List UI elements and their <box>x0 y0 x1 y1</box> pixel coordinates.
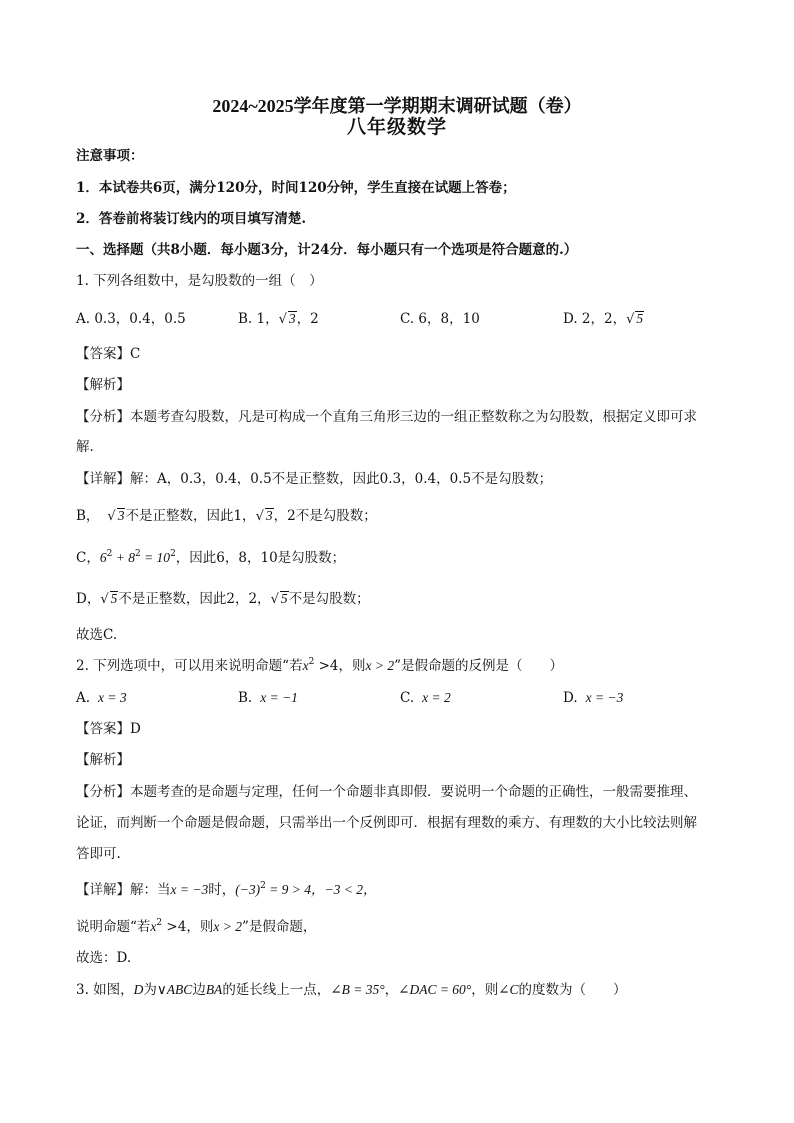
q2-explain-cond: x > 2 <box>213 919 242 934</box>
q2-stem-mid: >4，则 <box>314 658 366 674</box>
q1-option-d-pre: D. 2，2， <box>563 311 627 327</box>
q3-stem-triangle: ∨ABC <box>156 982 193 997</box>
q1-detail-d-mid: 不是正整数，因此2，2， <box>118 591 271 607</box>
q2-detail-pre: 【详解】解：当 <box>76 882 171 898</box>
q2-explain-post: ”是假命题， <box>241 919 317 935</box>
sqrt-icon: √ <box>100 592 109 607</box>
q2-option-c <box>400 689 451 707</box>
q2-option-a-value: x = 3 <box>98 690 127 705</box>
q1-detail-c-exp-a: 2 <box>106 549 113 559</box>
q1-detail-b-radicand-2: 3 <box>265 508 273 523</box>
q2-option-b-value: x = −1 <box>260 690 298 705</box>
q2-fenxi-line-3: 答即可. <box>76 846 121 862</box>
q1-detail-c-term-b: + 8 <box>112 550 135 565</box>
q2-explain-pre: 说明命题“若 <box>76 919 151 935</box>
q1-conclusion: 故选C. <box>76 627 118 643</box>
page-title: 2024~2025学年度第一学期期末调研试题（卷） <box>212 96 582 116</box>
q1-answer: 【答案】C <box>76 346 141 362</box>
q1-option-a: A. 0.3，0.4，0.5 <box>76 311 186 327</box>
q1-detail-d-radicand: 5 <box>110 591 118 606</box>
q2-explain-exp: 2 <box>156 918 163 928</box>
q3-stem-d-connector: ，则 <box>471 982 499 998</box>
q2-stem-x: x <box>302 658 309 673</box>
q3-stem-sep: ， <box>384 982 399 998</box>
sqrt-icon: √ <box>255 509 264 524</box>
q1-detail-b-radicand: 3 <box>117 508 125 523</box>
q3-stem-pre: 3. 如图， <box>76 982 134 998</box>
page-subtitle: 八年级数学 <box>346 117 447 138</box>
q1-detail-d-pre: D， <box>76 591 101 607</box>
q2-option-b-label: B. <box>238 690 253 706</box>
q1-detail-b <box>76 507 377 526</box>
q2-option-d <box>563 689 623 707</box>
q2-analysis-label: 【解析】 <box>76 752 130 768</box>
q2-explain-mid: >4，则 <box>162 919 214 935</box>
q3-stem-c: 的延长线上一点， <box>222 982 331 998</box>
sqrt-icon: √ <box>270 592 279 607</box>
q1-detail-b-pre: B， <box>76 508 100 524</box>
q1-detail-b-post: ，2不是勾股数； <box>273 508 377 524</box>
q2-detail-exp: 2 <box>260 881 266 891</box>
q2-explain <box>76 918 316 936</box>
q1-fenxi-line-1: 【分析】本题考查勾股数，凡是可构成一个直角三角形三边的一组正整数称之为勾股数，根据定义即可求 <box>76 409 697 425</box>
q2-stem-cond: x > 2 <box>365 658 395 673</box>
section-heading-choice: 一、选择题（共8小题．每小题3分，计24分．每小题只有一个选项是符合题意的.） <box>76 242 578 258</box>
q1-detail-c-term-c: = 10 <box>140 550 171 565</box>
q3-stem <box>76 981 627 999</box>
q2-detail <box>76 881 377 899</box>
q2-option-a-label: A. <box>76 690 91 706</box>
q3-stem-post: 的度数为（ ） <box>518 982 627 998</box>
q2-option-d-label: D. <box>563 690 578 706</box>
q1-fenxi-line-2: 解. <box>76 439 94 455</box>
notice-heading: 注意事项： <box>76 148 144 164</box>
q1-detail-c-pre: C， <box>76 550 100 566</box>
q1-detail-c-exp-b: 2 <box>134 549 141 559</box>
q2-option-b <box>238 689 298 707</box>
q1-detail-c <box>76 549 345 567</box>
q2-explain-x: x <box>150 919 157 934</box>
q1-detail-d <box>76 590 370 609</box>
q1-detail-c-exp-c: 2 <box>170 549 176 559</box>
q1-detail-d-radicand-2: 5 <box>280 591 288 606</box>
q2-stem-exp: 2 <box>308 657 315 667</box>
q2-stem-pre: 2. 下列选项中，可以用来说明命题“若 <box>76 658 303 674</box>
q2-detail-rest: = 9 > 4，−3 < 2， <box>265 882 377 897</box>
q2-detail-cond: x = −3 <box>170 882 209 897</box>
q3-stem-a: 为 <box>143 982 157 998</box>
q3-stem-ba: BA <box>205 982 223 997</box>
sqrt-icon: √ <box>626 312 635 327</box>
q1-option-d-radicand: 5 <box>636 311 644 326</box>
q1-detail-c-term-a: 6 <box>99 550 107 565</box>
q1-detail-d-post: 不是勾股数； <box>288 591 370 607</box>
q2-answer: 【答案】D <box>76 721 141 737</box>
q1-detail-c-post: ，因此6，8，10是勾股数； <box>175 550 346 566</box>
q2-conclusion: 故选：D. <box>76 950 132 966</box>
q3-stem-angle-dac: ∠DAC = 60° <box>398 982 472 997</box>
q2-option-c-label: C. <box>400 690 415 706</box>
q2-option-c-value: x = 2 <box>422 690 451 705</box>
q2-stem <box>76 657 563 675</box>
q2-fenxi-line-2: 论证，而判断一个命题是假命题，只需举出一个反例即可．根据有理数的乘方、有理数的大小比较法则解 <box>76 815 697 831</box>
q2-option-d-value: x = −3 <box>585 690 624 705</box>
q1-option-d <box>563 310 644 329</box>
q3-stem-angle-b: ∠B = 35° <box>330 982 385 997</box>
q1-option-b <box>238 310 319 329</box>
q1-detail-b-mid: 不是正整数，因此1， <box>125 508 256 524</box>
q1-option-c: C. 6，8，10 <box>400 311 480 327</box>
q2-detail-mid: 时， <box>208 882 236 898</box>
q1-analysis-label: 【解析】 <box>76 377 130 393</box>
q3-stem-angle-c: ∠C <box>498 982 519 997</box>
q2-stem-post: ”是假命题的反例是（ ） <box>394 658 564 674</box>
q1-detail-line-1: 【详解】解：A，0.3，0.4，0.5不是正整数，因此0.3，0.4，0.5不是勾股数； <box>76 471 553 487</box>
q2-option-a <box>76 689 127 707</box>
q3-stem-b: 边 <box>192 982 206 998</box>
sqrt-icon: √ <box>278 312 287 327</box>
q2-fenxi-line-1: 【分析】本题考查的是命题与定理，任何一个命题非真即假．要说明一个命题的正确性，一般需要推理、 <box>76 784 697 800</box>
q2-detail-expr: (−3) <box>235 882 261 897</box>
q1-option-b-post: ，2 <box>296 311 319 327</box>
notice-item-1: 1．本试卷共6页，满分120分，时间120分钟，学生直接在试题上答卷； <box>76 180 516 196</box>
sqrt-icon: √ <box>107 509 116 524</box>
q1-option-b-pre: B. 1， <box>238 311 279 327</box>
notice-item-2: 2．答卷前将装订线内的项目填写清楚. <box>76 211 307 227</box>
q3-stem-d: D <box>133 982 144 997</box>
q1-option-b-radicand: 3 <box>288 311 296 326</box>
q1-stem: 1. 下列各组数中，是勾股数的一组（ ） <box>76 273 323 289</box>
